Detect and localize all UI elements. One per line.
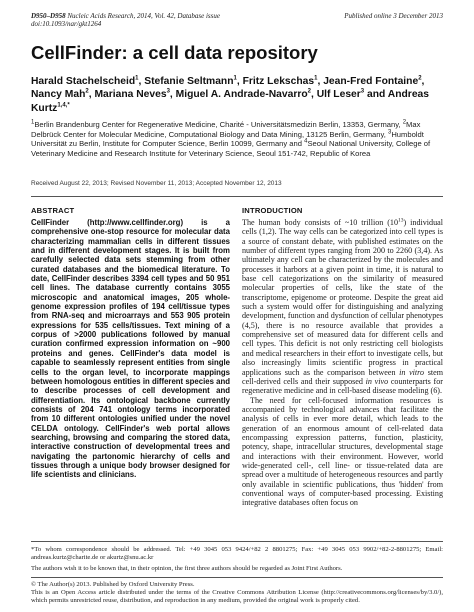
affil-number: 4 — [304, 138, 308, 145]
affiliation: Berlin Brandenburg Center for Regenerative Medicine, Charité - Universitätsmedizin Berlin, 13353, Germany, — [34, 120, 401, 129]
author: Nancy Mah — [31, 89, 86, 101]
intro-text: stem cell-derived cells and their supposed — [242, 367, 443, 386]
affiliation: Seoul National University, College of Veterinary Medicine and Research Institute for Veterinary Science, Seoul 151-742, Republic of Korea — [31, 139, 431, 158]
author-list: Harald Stachelscheid$^1$, Stefanie Seltmann$^1$, Fritz Lekschas$^1$, Jean-Fred Fontaine$^2$, Nancy Mah$^2$, Mariana Neves$^3$, Miguel A. Andrade-Navarro$^2$, Ulf Leser$^3$ and Andreas Kurtz$^{1,4,*}$ — [31, 75, 429, 114]
published-date: Published online 3 December 2013 — [344, 12, 443, 20]
introduction-heading: INTRODUCTION — [242, 206, 303, 215]
author: Ulf Leser — [316, 89, 361, 101]
abstract-heading: ABSTRACT — [31, 206, 75, 215]
intro-italic: in vitro — [399, 367, 425, 377]
license-notice: This is an Open Access article distributed under the terms of the Creative Commons Attribution License (http://creativecommons.org/licenses/by/3.0/), which permits unrestricted reuse, distribution, and reproduction in any medium, provided the original work is properly cited. — [31, 589, 443, 604]
correspondence-footnote: *To whom correspondence should be addressed. Tel: +49 3045 053 9424/+82 2 8801275; Fax: +49 3045 053 9902/+82-2-8801275; Email: andreas.kurtz@charite.de or akurtz@snu.ac.kr — [31, 546, 443, 561]
intro-text: The human body consists of ~10 trillion (10 — [242, 218, 399, 227]
author-affil-ref: 1,4,* — [57, 102, 70, 109]
introduction-body — [242, 218, 443, 508]
doi[interactable]: doi:10.1093/nar/gkt1264 — [31, 20, 102, 29]
author: Harald Stachelscheid — [31, 76, 136, 87]
author-affil-ref: 3 — [166, 88, 170, 95]
author-affil-ref: 1 — [314, 75, 318, 82]
journal-citation: Nucleic Acids Research, 2014, Vol. 42, Database issue — [67, 12, 220, 20]
intro-paragraph — [242, 218, 443, 396]
affiliations — [31, 120, 445, 158]
running-header — [31, 12, 443, 29]
intro-italic: in vivo — [365, 376, 389, 386]
intro-text: ) individual cells (1,2). The way cells can be categorized into cell types is a source of constant debate, with published estimates on the number of different types ranging from 200 to 2260 (3,4). As ultimately any cell can be characterized by the molecules and processes it harbors at a given point in time, it is natural to base cell categorizations on the similarity of measured molecular properties of cells, like the state of the transcriptome, epigenome or proteome. Despite the great aid such a system would offer for distinguishing and analyzing development, function and dysfunction of cellular phenotypes (4,5), there is no resource available that provides a comprehensive set of measured data for different cells and cell types. This deficit is not only restricting cell biologists and medical researchers in their effort to investigate cells, but also increasingly limits scientific progress in practical applications such as the comparison between — [242, 218, 443, 377]
author-affil-ref: 2 — [418, 75, 422, 82]
affil-number: 1 — [31, 119, 35, 126]
author-affil-ref: 2 — [307, 88, 311, 95]
exponent: 13 — [398, 217, 404, 224]
copyright-notice: © The Author(s) 2013. Published by Oxford University Press. — [31, 581, 195, 588]
affil-number: 3 — [387, 129, 392, 136]
intro-paragraph: The need for cell-focused information resources is accompanied by technological advances that facilitate the analysis of cells in ever more detail, which leads to the generation of an enormous amount of cell-related data encompassing expression patterns, function, plasticity, potency, shape, intracellular structures, developmental stage and interactions with their environment. However, world wide-generated cell-, cell line- or tissue-related data are spread over a multitude of heterogeneous resources and partly only available in scientific publications, thus 'hidden' from conventional ways of computer-based processing. Existing integrative databases often focus on — [242, 395, 443, 508]
author-affil-ref: 3 — [360, 88, 365, 95]
author: Mariana Neves — [94, 89, 167, 101]
joint-authors-footnote: The authors wish it to be known that, in their opinion, the first three authors should be regarded as Joint First Authors. — [31, 565, 343, 572]
affiliation: Max Delbrück Center for Molecular Medicine, Computational Biology and Data Mining, 13125 Berlin, Germany, — [31, 120, 421, 139]
divider — [31, 196, 443, 197]
author: Andreas Kurtz — [31, 89, 429, 114]
footnote-divider — [31, 577, 443, 578]
intro-text: counterparts for regenerative medicine and in cell-based disease modeling (6). — [242, 376, 443, 396]
author: Stefanie Seltmann — [144, 76, 234, 87]
affil-number: 2 — [402, 119, 407, 126]
abstract-text: CellFinder (http://www.cellfinder.org) is a comprehensive one-stop resource for molecular data characterizing mammalian cells in different tissues and in different development stages. It is built from carefully selected data sets stemming from other curated databases and the biomedical literature. To date, CellFinder describes 3394 cell types and 50 951 cell lines. The database currently contains 3055 microscopic and anatomical images, 205 whole-genome expression profiles of 194 cell/tissue types from RNA-seq and microarrays and 553 905 protein expressions for 535 cells/tissues. Text mining of a corpus of >2000 publications followed by manual curation confirmed expression information on ~900 proteins and genes. CellFinder's data model is capable to seamlessly represent entities from single cells to the organ level, to incorporate mappings between homologous entities in different species and to describe processes of cell development and differentiation. Its ontological backbone currently consists of 204 741 ontology terms incorporated from 10 different ontologies unified under the novel CELDA ontology. CellFinder's web portal allows searching, browsing and comparing the stored data, interactive construction of developmental trees and navigating the partonomic hierarchy of cells and tissues through a unique body browser designed for life scientists and clinicians. — [31, 218, 230, 480]
affiliation: Humboldt Universität zu Berlin, Institute for Computer Science, Berlin 10099, Germany and — [31, 129, 424, 149]
author-affil-ref: 1 — [233, 75, 237, 82]
footnote-divider — [31, 541, 443, 542]
author-affil-ref: 1 — [135, 75, 139, 82]
author: Miguel A. Andrade-Navarro — [175, 89, 308, 101]
author: Fritz Lekschas — [242, 76, 315, 87]
article-dates: Received August 22, 2013; Revised November 11, 2013; Accepted November 12, 2013 — [31, 180, 282, 187]
page-range: D950–D958 — [31, 12, 66, 20]
article-title: CellFinder: a cell data repository — [31, 42, 318, 63]
author-affil-ref: 2 — [85, 88, 89, 95]
author: Jean-Fred Fontaine — [323, 76, 419, 87]
